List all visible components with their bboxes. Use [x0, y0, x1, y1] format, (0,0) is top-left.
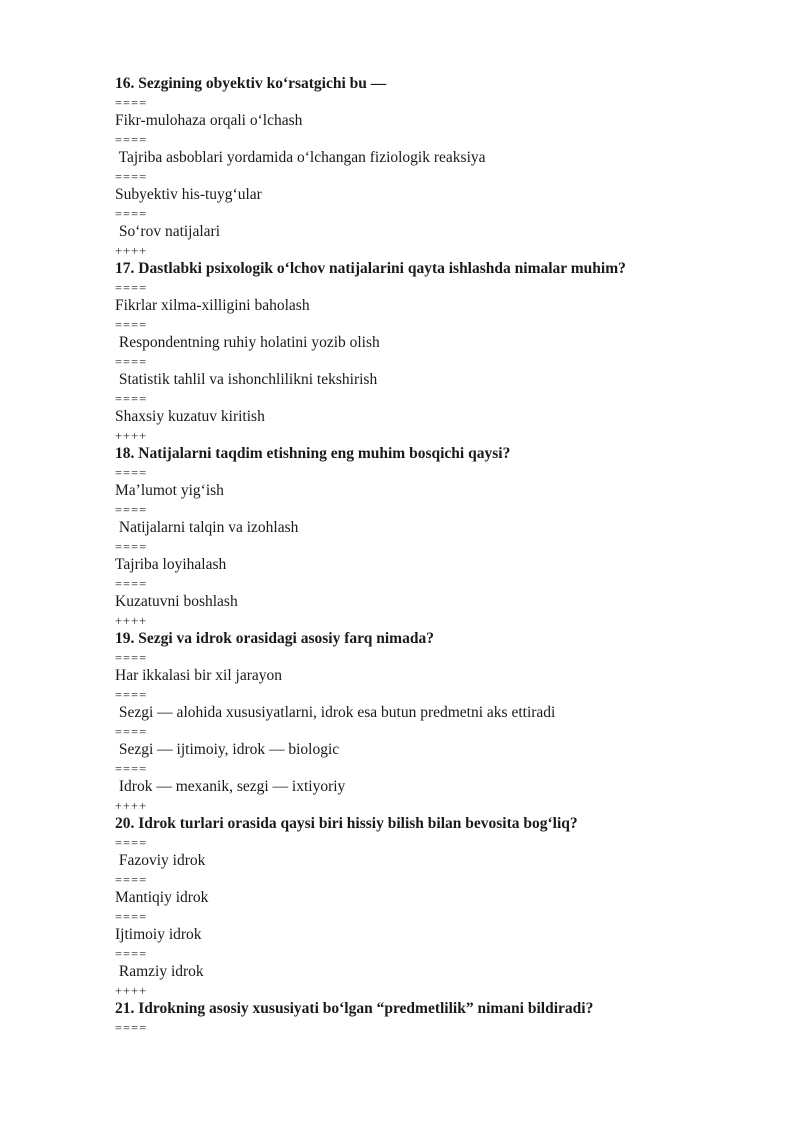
separator: ====	[115, 872, 148, 887]
end-marker: ++++	[115, 428, 148, 443]
answer-option: Mantiqiy idrok	[115, 889, 209, 906]
separator: ====	[115, 169, 148, 184]
separator: ====	[115, 391, 148, 406]
separator: ====	[115, 132, 148, 147]
answer-option: Har ikkalasi bir xil jarayon	[115, 667, 283, 684]
answer-option: So‘rov natijalari	[115, 223, 221, 240]
answer-option: Sezgi — ijtimoiy, idrok — biologic	[115, 741, 340, 758]
separator: ====	[115, 465, 148, 480]
separator: ====	[115, 1020, 148, 1035]
answer-option: Fikr-mulohaza orqali o‘lchash	[115, 112, 303, 129]
answer-option: Ma’lumot yig‘ish	[115, 482, 224, 499]
answer-option: Tajriba loyihalash	[115, 556, 227, 573]
separator: ====	[115, 354, 148, 369]
separator: ====	[115, 206, 148, 221]
separator: ====	[115, 724, 148, 739]
answer-option: Fazoviy idrok	[115, 852, 206, 869]
separator: ====	[115, 280, 148, 295]
separator: ====	[115, 95, 148, 110]
end-marker: ++++	[115, 243, 148, 258]
end-marker: ++++	[115, 798, 148, 813]
end-marker: ++++	[115, 613, 148, 628]
separator: ====	[115, 687, 148, 702]
separator: ====	[115, 576, 148, 591]
separator: ====	[115, 909, 148, 924]
answer-option: Kuzatuvni boshlash	[115, 593, 238, 610]
separator: ====	[115, 650, 148, 665]
answer-option: Sezgi — alohida xususiyatlarni, idrok esa butun predmetni aks ettiradi	[115, 704, 556, 721]
answer-option: Respondentning ruhiy holatini yozib olish	[115, 334, 380, 351]
answer-option: Tajriba asboblari yordamida o‘lchangan fiziologik reaksiya	[115, 149, 486, 166]
separator: ====	[115, 502, 148, 517]
end-marker: ++++	[115, 983, 148, 998]
answer-option: Subyektiv his-tuyg‘ular	[115, 186, 262, 203]
question-list	[115, 75, 735, 1037]
answer-option: Idrok — mexanik, sezgi — ixtiyoriy	[115, 778, 346, 795]
answer-option: Natijalarni talqin va izohlash	[115, 519, 299, 536]
question-title: 19. Sezgi va idrok orasidagi asosiy farq nimada?	[115, 630, 434, 647]
separator: ====	[115, 946, 148, 961]
question-title: 21. Idrokning asosiy xususiyati bo‘lgan “predmetlilik” nimani bildiradi?	[115, 1000, 594, 1017]
separator: ====	[115, 317, 148, 332]
answer-option: Shaxsiy kuzatuv kiritish	[115, 408, 265, 425]
answer-option: Fikrlar xilma-xilligini baholash	[115, 297, 310, 314]
question-title: 20. Idrok turlari orasida qaysi biri hissiy bilish bilan bevosita bog‘liq?	[115, 815, 578, 832]
separator: ====	[115, 539, 148, 554]
separator: ====	[115, 761, 148, 776]
question-title: 18. Natijalarni taqdim etishning eng muhim bosqichi qaysi?	[115, 445, 511, 462]
answer-option: Ijtimoiy idrok	[115, 926, 202, 943]
question-title: 16. Sezgining obyektiv ko‘rsatgichi bu —	[115, 75, 387, 92]
answer-option: Statistik tahlil va ishonchlilikni tekshirish	[115, 371, 378, 388]
question-title: 17. Dastlabki psixologik o‘lchov natijalarini qayta ishlashda nimalar muhim?	[115, 260, 626, 277]
separator: ====	[115, 835, 148, 850]
answer-option: Ramziy idrok	[115, 963, 204, 980]
